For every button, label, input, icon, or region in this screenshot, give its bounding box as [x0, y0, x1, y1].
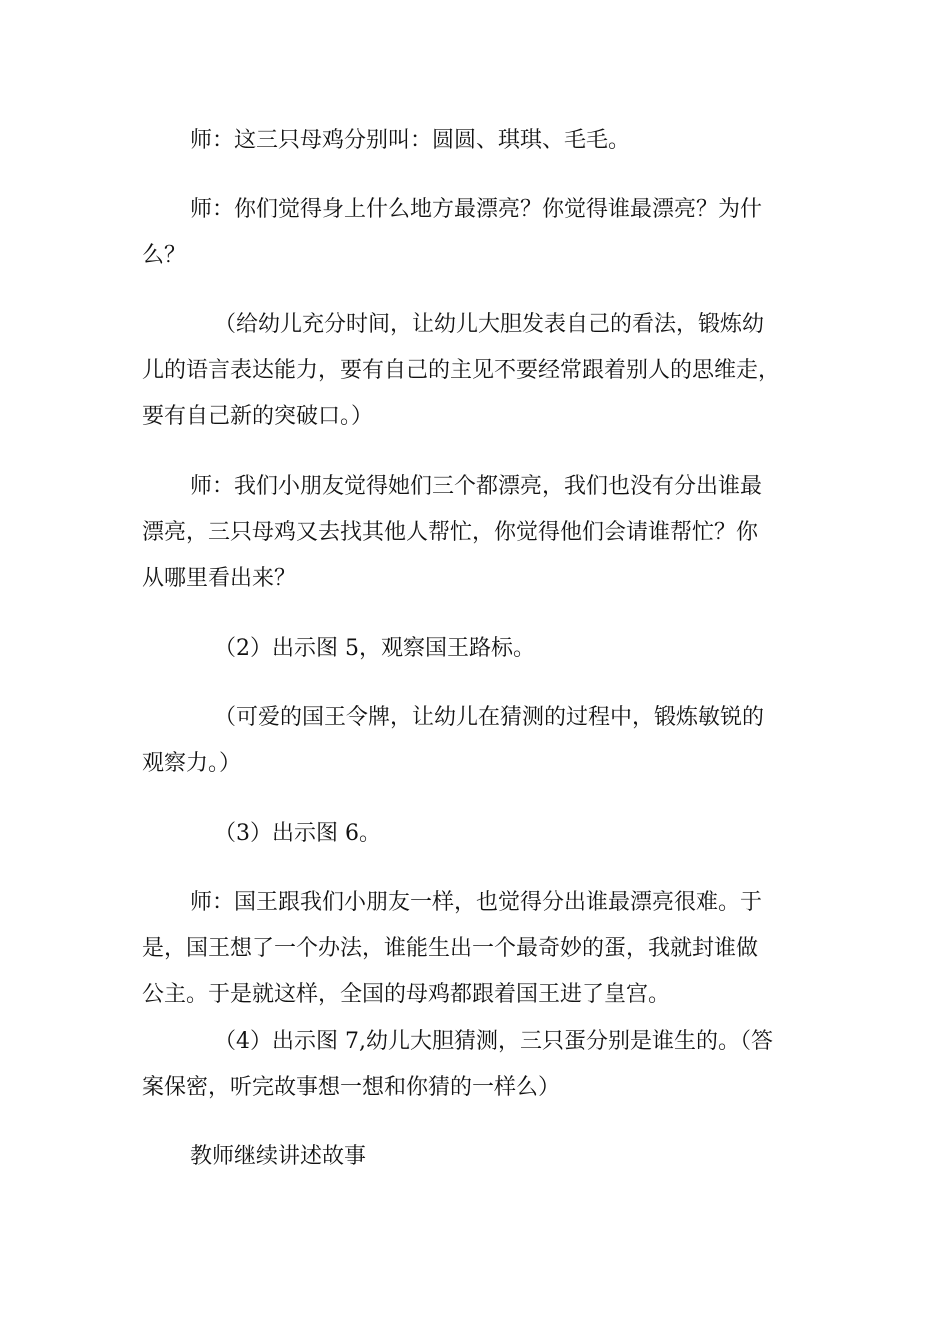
text-line: 师：这三只母鸡分别叫：圆圆、琪琪、毛毛。 — [190, 128, 631, 153]
paragraph-teacher-king — [142, 880, 812, 1018]
text-line: 从哪里看出来？ — [142, 566, 297, 591]
text-line: 案保密，听完故事想一想和你猜的一样么） — [142, 1075, 561, 1100]
text-line: （3）出示图 6。 — [214, 821, 381, 846]
paragraph-step-2 — [142, 626, 812, 672]
text-line: 漂亮，三只母鸡又去找其他人帮忙，你觉得他们会请谁帮忙？你 — [142, 520, 759, 545]
paragraph-continue-story — [142, 1134, 812, 1180]
text-line: （2）出示图 5，观察国王路标。 — [214, 636, 535, 661]
text-line: 师：国王跟我们小朋友一样，也觉得分出谁最漂亮很难。于 — [190, 890, 763, 915]
paragraph-step-4 — [142, 1019, 812, 1111]
text-line: 观察力。） — [142, 751, 242, 776]
text-line: 是，国王想了一个办法，谁能生出一个最奇妙的蛋，我就封谁做 — [142, 936, 759, 961]
text-line: 师：你们觉得身上什么地方最漂亮？你觉得谁最漂亮？为什 — [190, 197, 763, 222]
text-line: 教师继续讲述故事 — [190, 1144, 367, 1169]
paragraph-teacher-question — [142, 187, 812, 279]
paragraph-note-king-token — [142, 695, 812, 787]
text-line: （4）出示图 7,幼儿大胆猜测，三只蛋分别是谁生的。（答 — [214, 1029, 773, 1054]
text-line: 师：我们小朋友觉得她们三个都漂亮，我们也没有分出谁最 — [190, 474, 763, 499]
text-line: （给幼儿充分时间，让幼儿大胆发表自己的看法，锻炼幼 — [214, 312, 765, 337]
text-line: 公主。于是就这样，全国的母鸡都跟着国王进了皇宫。 — [142, 982, 671, 1007]
paragraph-teacher-help — [142, 464, 812, 602]
paragraph-hen-names — [142, 118, 812, 164]
text-line: 么？ — [142, 243, 187, 268]
text-line: 要有自己新的突破口。） — [142, 404, 374, 429]
text-line: （可爱的国王令牌，让幼儿在猜测的过程中，锻炼敏锐的 — [214, 705, 765, 730]
paragraph-step-3 — [142, 811, 812, 857]
text-line: 儿的语言表达能力，要有自己的主见不要经常跟着别人的思维走， — [142, 358, 781, 383]
paragraph-note-discussion — [142, 302, 812, 440]
